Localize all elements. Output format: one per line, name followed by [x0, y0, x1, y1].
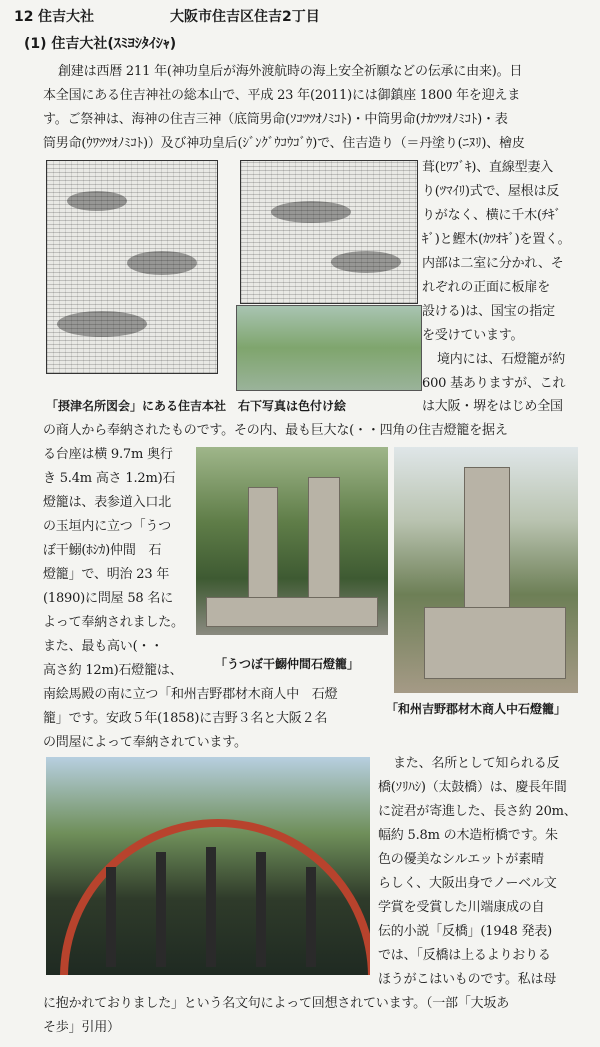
text-line: 色の優美なシルエットが素晴: [378, 852, 544, 867]
section-number: 12: [14, 9, 34, 25]
text-line: を受けています。: [422, 328, 524, 343]
text-line: は大阪・堺をはじめ全国: [422, 399, 563, 414]
text-line: に淀君が寄進した、長さ約 20m、: [378, 804, 577, 819]
subsection-title: (1) 住吉大社(ｽﾐﾖｼﾀｲｼｬ): [24, 36, 177, 52]
text-line: 橋(ｿﾘﾊｼ)（太鼓橋）は、慶長年間: [378, 780, 567, 795]
colored-illustration-image: [236, 305, 422, 391]
text-line: りがなく、横に千木(ﾁｷﾞ: [422, 208, 561, 223]
text-line: 燈籠は、表参道入口北: [43, 495, 172, 510]
address: 大阪市住吉区住吉2丁目: [170, 9, 320, 25]
text-line: 南絵馬殿の南に立つ「和州吉野郡材木商人中 石燈: [43, 687, 338, 702]
text-line: (1890)に問屋 58 名に: [43, 591, 174, 606]
lantern-left-caption: 「うつぼ干鰯仲間石燈籠」: [215, 657, 360, 671]
section-title: 住吉大社: [38, 9, 94, 25]
text-line: の玉垣内に立つ「うつ: [43, 519, 172, 534]
text-line: 筒男命(ｳﾜﾂﾂｵﾉﾐｺﾄ)）及び神功皇后(ｼﾞﾝｸﾞｳｺｳｺﾞｳ)で、住吉造り（＝丹塗り(ﾆﾇﾘ)、檜皮: [43, 136, 525, 151]
text-line: す。ご祭神は、海神の住吉三神（底筒男命(ｿｺﾂﾂｵﾉﾐｺﾄ)・中筒男命(ﾅｶﾂﾂｵﾉﾐｺﾄ)・表: [43, 112, 508, 127]
text-line: 内部は二室に分かれ、そ: [422, 256, 564, 271]
text-line: らしく、大阪出身でノーベル文: [378, 876, 557, 891]
text-line: の問屋によって奉納されています。: [43, 735, 247, 750]
text-line: ほうがこはいものです。私は母: [378, 972, 557, 987]
text-line: 高さ約 12m)石燈籠は、: [43, 663, 183, 678]
engraving-right-image: [240, 160, 418, 304]
text-line: 葺(ﾋﾜﾌﾞｷ)、直線型妻入: [422, 160, 554, 175]
text-line: では、「反橋は上るよりおりる: [378, 948, 551, 963]
text-line: れぞれの正面に板扉を: [422, 280, 551, 295]
text-line: る台座は横 9.7m 奥行: [43, 447, 173, 462]
text-line: に抱かれておりました」という名文句によって回想されています。（一部「大坂あ: [43, 996, 510, 1011]
engraving-left-image: [46, 160, 218, 374]
text-line: 燈籠」で、明治 23 年: [43, 567, 170, 582]
text-line: 600 基ありますが、これ: [422, 376, 566, 391]
text-line: 幅約 5.8m の木造桁橋です。朱: [378, 828, 558, 843]
text-line: ｷﾞ)と鰹木(ｶﾂｵｷﾞ)を置く。: [422, 232, 571, 247]
sorihashi-bridge-photo: [46, 757, 370, 975]
text-line: ぼ干鰯(ﾎｼｶ)仲間 石: [43, 543, 162, 558]
text-line: 本全国にある住吉神社の総本山で、平成 23 年(2011)には御鎮座 1800 年を迎えま: [43, 88, 521, 103]
text-line: 設ける)は、国宝の指定: [422, 304, 555, 319]
text-line: よって奉納されました。: [43, 615, 184, 630]
text-line: 学賞を受賞した川端康成の自: [378, 900, 545, 915]
text-line: 創建は西暦 211 年(神功皇后が海外渡航時の海上安全祈願などの伝承に由来)。日: [58, 64, 523, 79]
text-line: 境内には、石燈籠が約: [437, 352, 566, 367]
text-line: 籠」です。安政５年(1858)に吉野３名と大阪２名: [43, 711, 328, 726]
text-line: の商人から奉納されたものです。その内、最も巨大な(・・四角の住吉燈籠を据え: [43, 423, 508, 438]
stone-lanterns-photo: [196, 447, 388, 635]
text-line: 伝的小説「反橋」(1948 発表): [378, 924, 552, 939]
tall-stone-lantern-photo: [394, 447, 578, 693]
text-line: そ歩」引用）: [43, 1020, 120, 1035]
lantern-right-caption: 「和州吉野郡材木商人中石燈籠」: [386, 702, 567, 716]
text-line: り(ﾂﾏｲﾘ)式で、屋根は反: [422, 184, 560, 199]
engraving-caption: 「摂津名所図会」にある住吉本社 右下写真は色付け絵: [46, 399, 347, 413]
text-line: き 5.4m 高さ 1.2m)石: [43, 471, 176, 486]
text-line: また、最も高い(・・: [43, 639, 164, 654]
text-line: また、名所として知られる反: [393, 756, 560, 771]
